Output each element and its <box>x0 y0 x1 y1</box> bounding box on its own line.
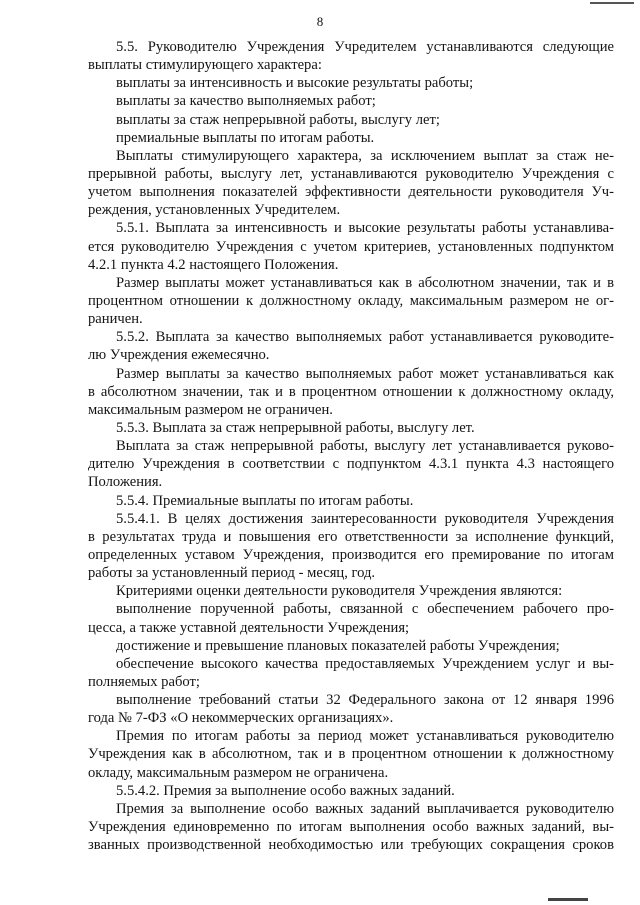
text-line: определенных уставом Учреждения, производится его премирование по итогам <box>88 546 614 563</box>
text-line: 4.2.1 пункта 4.2 настоящего Положения. <box>88 256 339 273</box>
text-line: Премия по итогам работы за период может устанавливаться руководителю <box>116 728 614 745</box>
text-line: ется руководителю Учреждения с учетом критериев, установленных подпунктом <box>88 238 614 255</box>
text-line: 5.5.4.2. Премия за выполнение особо важных заданий. <box>116 782 455 799</box>
text-line: дителю Учреждения в соответствии с подпунктом 4.3.1 пункта 4.3 настоящего <box>88 456 614 473</box>
text-line: Критериями оценки деятельности руководителя Учреждения являются: <box>116 583 563 600</box>
text-line: выполнение порученной работы, связанной с обеспечением рабочего про- <box>116 601 614 618</box>
text-line: Размер выплаты за качество выполняемых работ может устанавливаться как <box>116 365 614 382</box>
page-number: 8 <box>316 14 324 29</box>
text-line: 5.5.4. Премиальные выплаты по итогам работы. <box>116 492 414 509</box>
text-line: 5.5.4.1. В целях достижения заинтересованности руководителя Учреждения <box>116 510 614 527</box>
text-line: выполнение требований статьи 32 Федерального закона от 12 января 1996 <box>116 692 614 709</box>
text-line: 5.5.2. Выплата за качество выполняемых работ устанавливается руководите- <box>116 329 614 346</box>
text-line: Учреждения как в абсолютном, так и в процентном отношении к должностному <box>88 746 614 763</box>
text-line: Положения. <box>88 474 163 491</box>
text-line: реждения, установленных Учредителем. <box>88 202 341 219</box>
text-line: максимальным размером не ограничен. <box>88 401 333 418</box>
text-line: в результатах труда и повышения его ответственности за исполнение функций, <box>88 528 614 545</box>
text-line: окладу, максимальным размером не ограничена. <box>88 764 389 781</box>
text-line: прерывной работы, выслугу лет, устанавливаются руководителю Учреждения с <box>88 165 614 182</box>
text-line: званных производственной необходимостью или требующих сокращения сроков <box>88 837 614 854</box>
text-line: в абсолютном значении, так и в процентном отношении к должностному окладу, <box>88 383 614 400</box>
text-line: цесса, а также уставной деятельности Учреждения; <box>88 619 410 636</box>
text-line: Размер выплаты может устанавливаться как в абсолютном значении, так и в <box>116 274 614 291</box>
text-line: процентном отношении к должностному окладу, максимальным размером не ог- <box>88 292 614 309</box>
text-line: Премия за выполнение особо важных заданий выплачивается руководителю <box>116 800 614 817</box>
text-line: выплаты за интенсивность и высокие результаты работы; <box>116 75 474 92</box>
text-line: выплаты за стаж непрерывной работы, выслугу лет; <box>116 111 440 128</box>
scan-corner-mark <box>590 2 634 4</box>
text-line: выплаты стимулирующего характера: <box>88 57 322 74</box>
text-line: полняемых работ; <box>88 673 200 690</box>
text-line: 5.5. Руководителю Учреждения Учредителем устанавливаются следующие <box>116 39 614 55</box>
text-line: обеспечение высокого качества предоставляемых Учреждением услуг и вы- <box>116 655 614 672</box>
text-line: 5.5.3. Выплата за стаж непрерывной работы, выслугу лет. <box>116 419 475 436</box>
scan-bottom-mark <box>548 898 588 901</box>
text-line: Выплаты стимулирующего характера, за исключением выплат за стаж не- <box>116 147 614 164</box>
text-line: работы за установленный период - месяц, год. <box>88 565 376 582</box>
text-line: Выплата за стаж непрерывной работы, выслугу лет устанавливается руково- <box>116 438 614 455</box>
text-line: года № 7-ФЗ «О некоммерческих организациях». <box>88 710 394 727</box>
text-line: учетом выполнения показателей эффективности деятельности руководителя Уч- <box>88 184 614 201</box>
text-line: Учреждения единовременно по итогам выполнения особо важных заданий, вы- <box>88 819 614 836</box>
text-line: премиальные выплаты по итогам работы. <box>116 129 375 146</box>
text-line: лю Учреждения ежемесячно. <box>88 347 270 364</box>
text-line: 5.5.1. Выплата за интенсивность и высокие результаты работы устанавлива- <box>116 220 614 237</box>
text-line: выплаты за качество выполняемых работ; <box>116 93 376 110</box>
text-line: достижение и превышение плановых показателей работы Учреждения; <box>116 637 560 654</box>
document-body <box>88 38 614 854</box>
text-line: раничен. <box>88 311 143 328</box>
